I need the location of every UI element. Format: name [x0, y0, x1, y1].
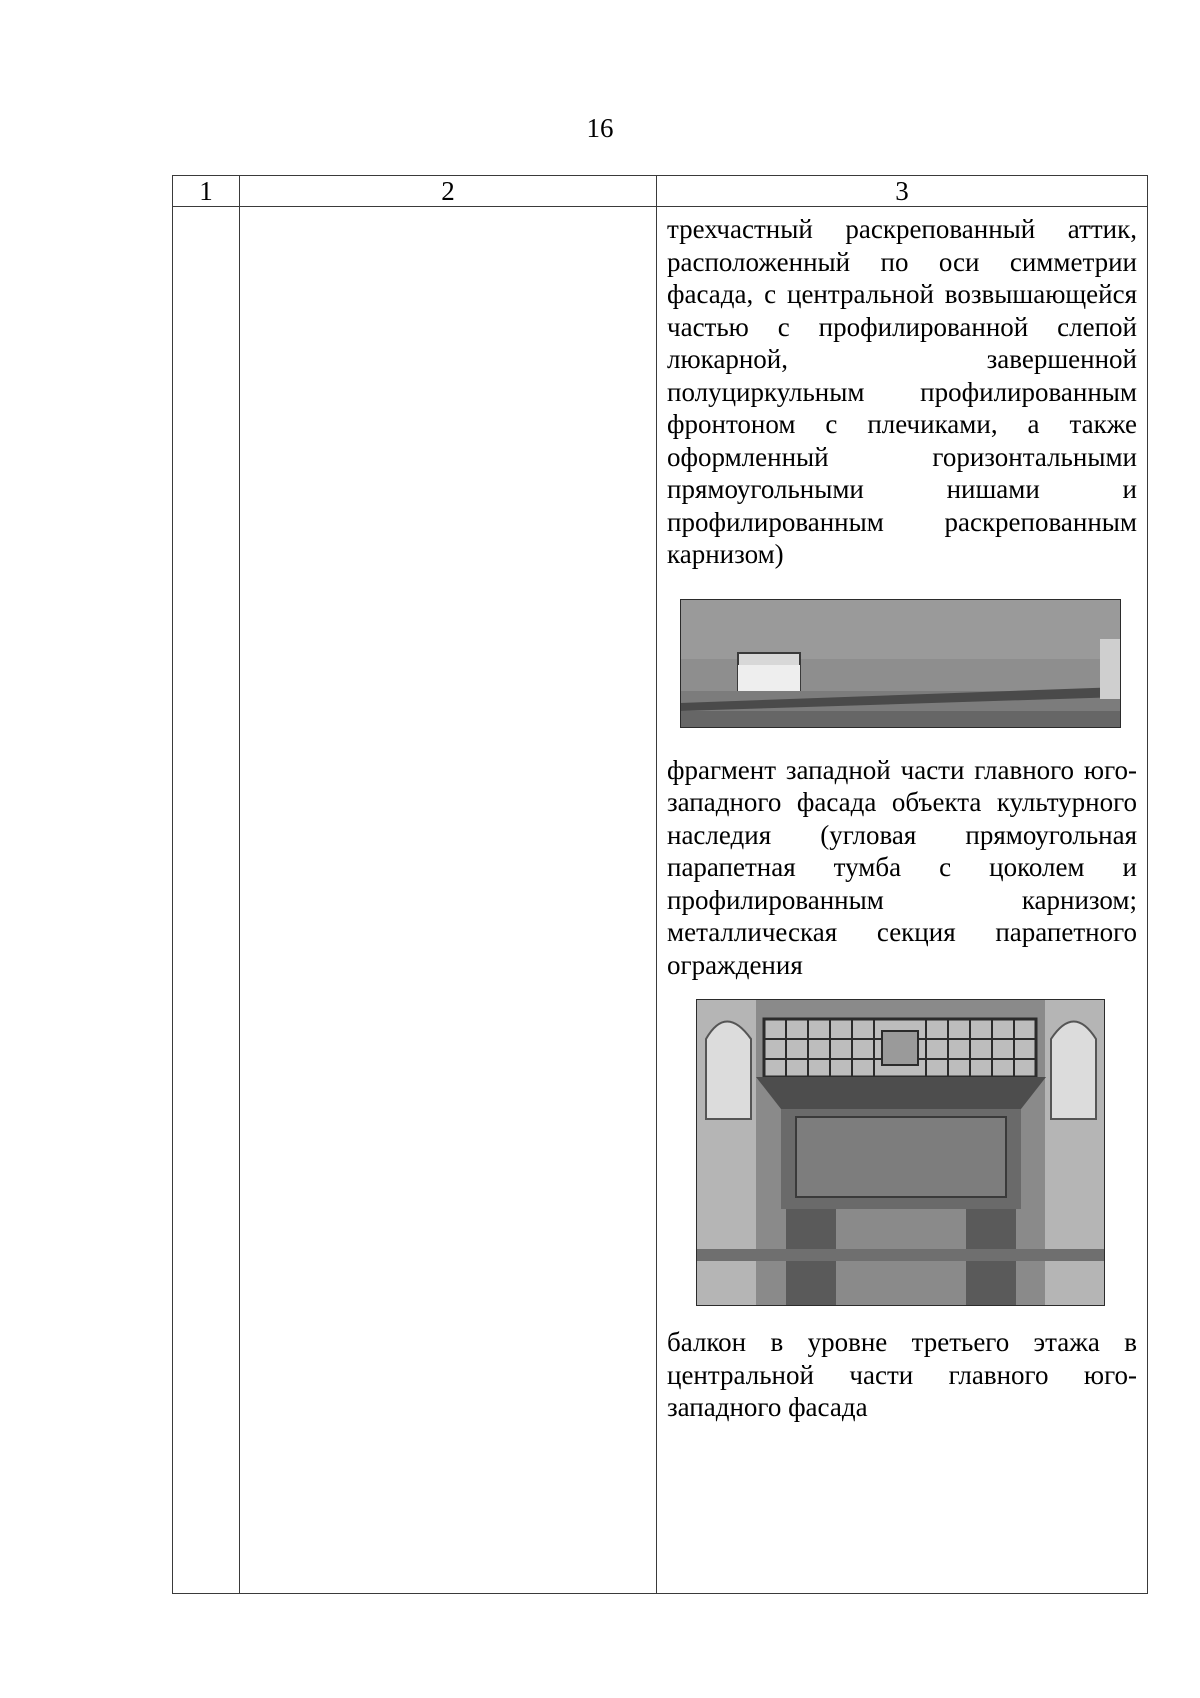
- cell-col-2: [240, 207, 657, 1594]
- cell-col-3: [657, 207, 1148, 1594]
- page-number: 16: [586, 113, 614, 143]
- description-text: трехчастный раскрепованный аттик, расположенный по оси симметрии фасада, с центральной возвышающейся частью с профилированной слепой люкарной, завершенной полуциркульным профилированным фронтоном с плечиками, а также оформленный горизонтальными прямоугольными нишами и профилированным раскрепованным карнизом): [667, 214, 1137, 569]
- header-col-2: 2: [240, 176, 657, 207]
- balcony-photo: [696, 999, 1105, 1306]
- table-row: [173, 207, 1148, 1594]
- header-col-3: 3: [657, 176, 1148, 207]
- document-table: [172, 175, 1148, 1594]
- table-header-row: [173, 176, 1148, 207]
- parapet-photo: [680, 599, 1121, 728]
- header-col-1: 1: [173, 176, 240, 207]
- cell-col-1: [173, 207, 240, 1594]
- caption-parapet: фрагмент западной части главного юго-западного фасада объекта культурного наследия (угловая прямоугольная парапетная тумба с цоколем и профилированным карнизом; металлическая секция парапетного ограждения: [667, 754, 1137, 980]
- caption-balcony: балкон в уровне третьего этажа в центральной части главного юго-западного фасада: [667, 1327, 1137, 1422]
